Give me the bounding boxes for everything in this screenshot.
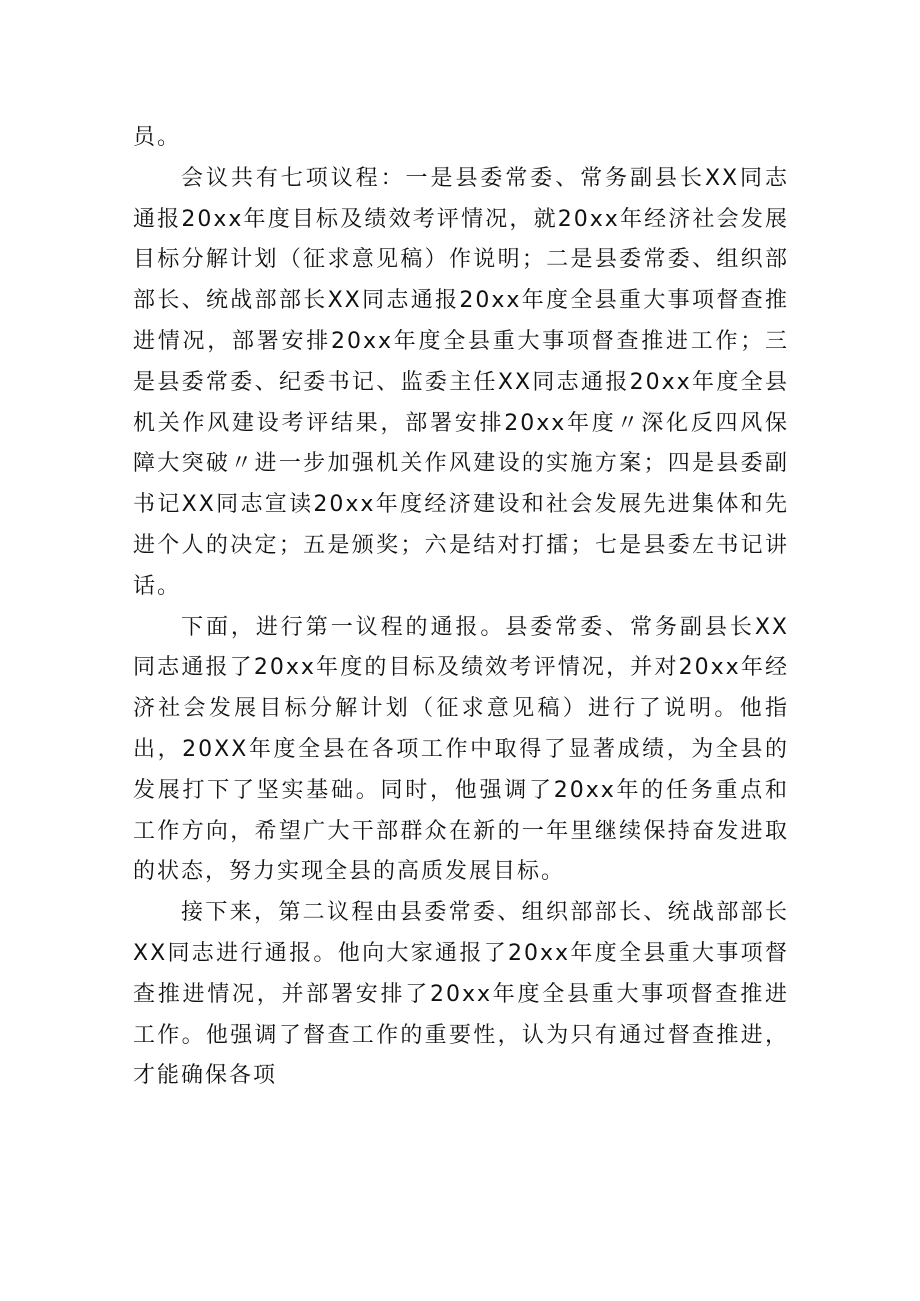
paragraph-2: 会议共有七项议程：一是县委常委、常务副县长XX同志通报20xx年度目标及绩效考评情况，就20xx年经济社会发展目标分解计划（征求意见稿）作说明；二是县委常委、组织部部长、统战部部长XX同志通报20xx年度全县重大事项督查推进情况，部署安排20xx年度全县重大事项督查推进工作；三是县委常委、纪委书记、监委主任XX同志通报20xx年度全县机关作风建设考评结果，部署安排20xx年度〃深化反四风保障大突破〃进一步加强机关作风建设的实施方案；四是县委副书记XX同志宣读20xx年度经济建设和社会发展先进集体和先进个人的决定；五是颁奖；六是结对打擂；七是县委左书记讲话。 — [133, 165, 789, 599]
document-body — [133, 118, 789, 1097]
paragraph-3: 下面，进行第一议程的通报。县委常委、常务副县长XX同志通报了20xx年度的目标及绩效考评情况，并对20xx年经济社会发展目标分解计划（征求意见稿）进行了说明。他指出，20XX年度全县在各项工作中取得了显著成绩，为全县的发展打下了坚实基础。同时，他强调了20xx年的任务重点和工作方向，希望广大干部群众在新的一年里继续保持奋发进取的状态，努力实现全县的高质发展目标。 — [133, 614, 789, 885]
paragraph-4: 接下来，第二议程由县委常委、组织部部长、统战部部长XX同志进行通报。他向大家通报了20xx年度全县重大事项督查推进情况，并部署安排了20xx年度全县重大事项督查推进工作。他强调了督查工作的重要性，认为只有通过督查推进，才能确保各项 — [133, 900, 789, 1089]
paragraph-1: 员。 — [133, 125, 182, 150]
